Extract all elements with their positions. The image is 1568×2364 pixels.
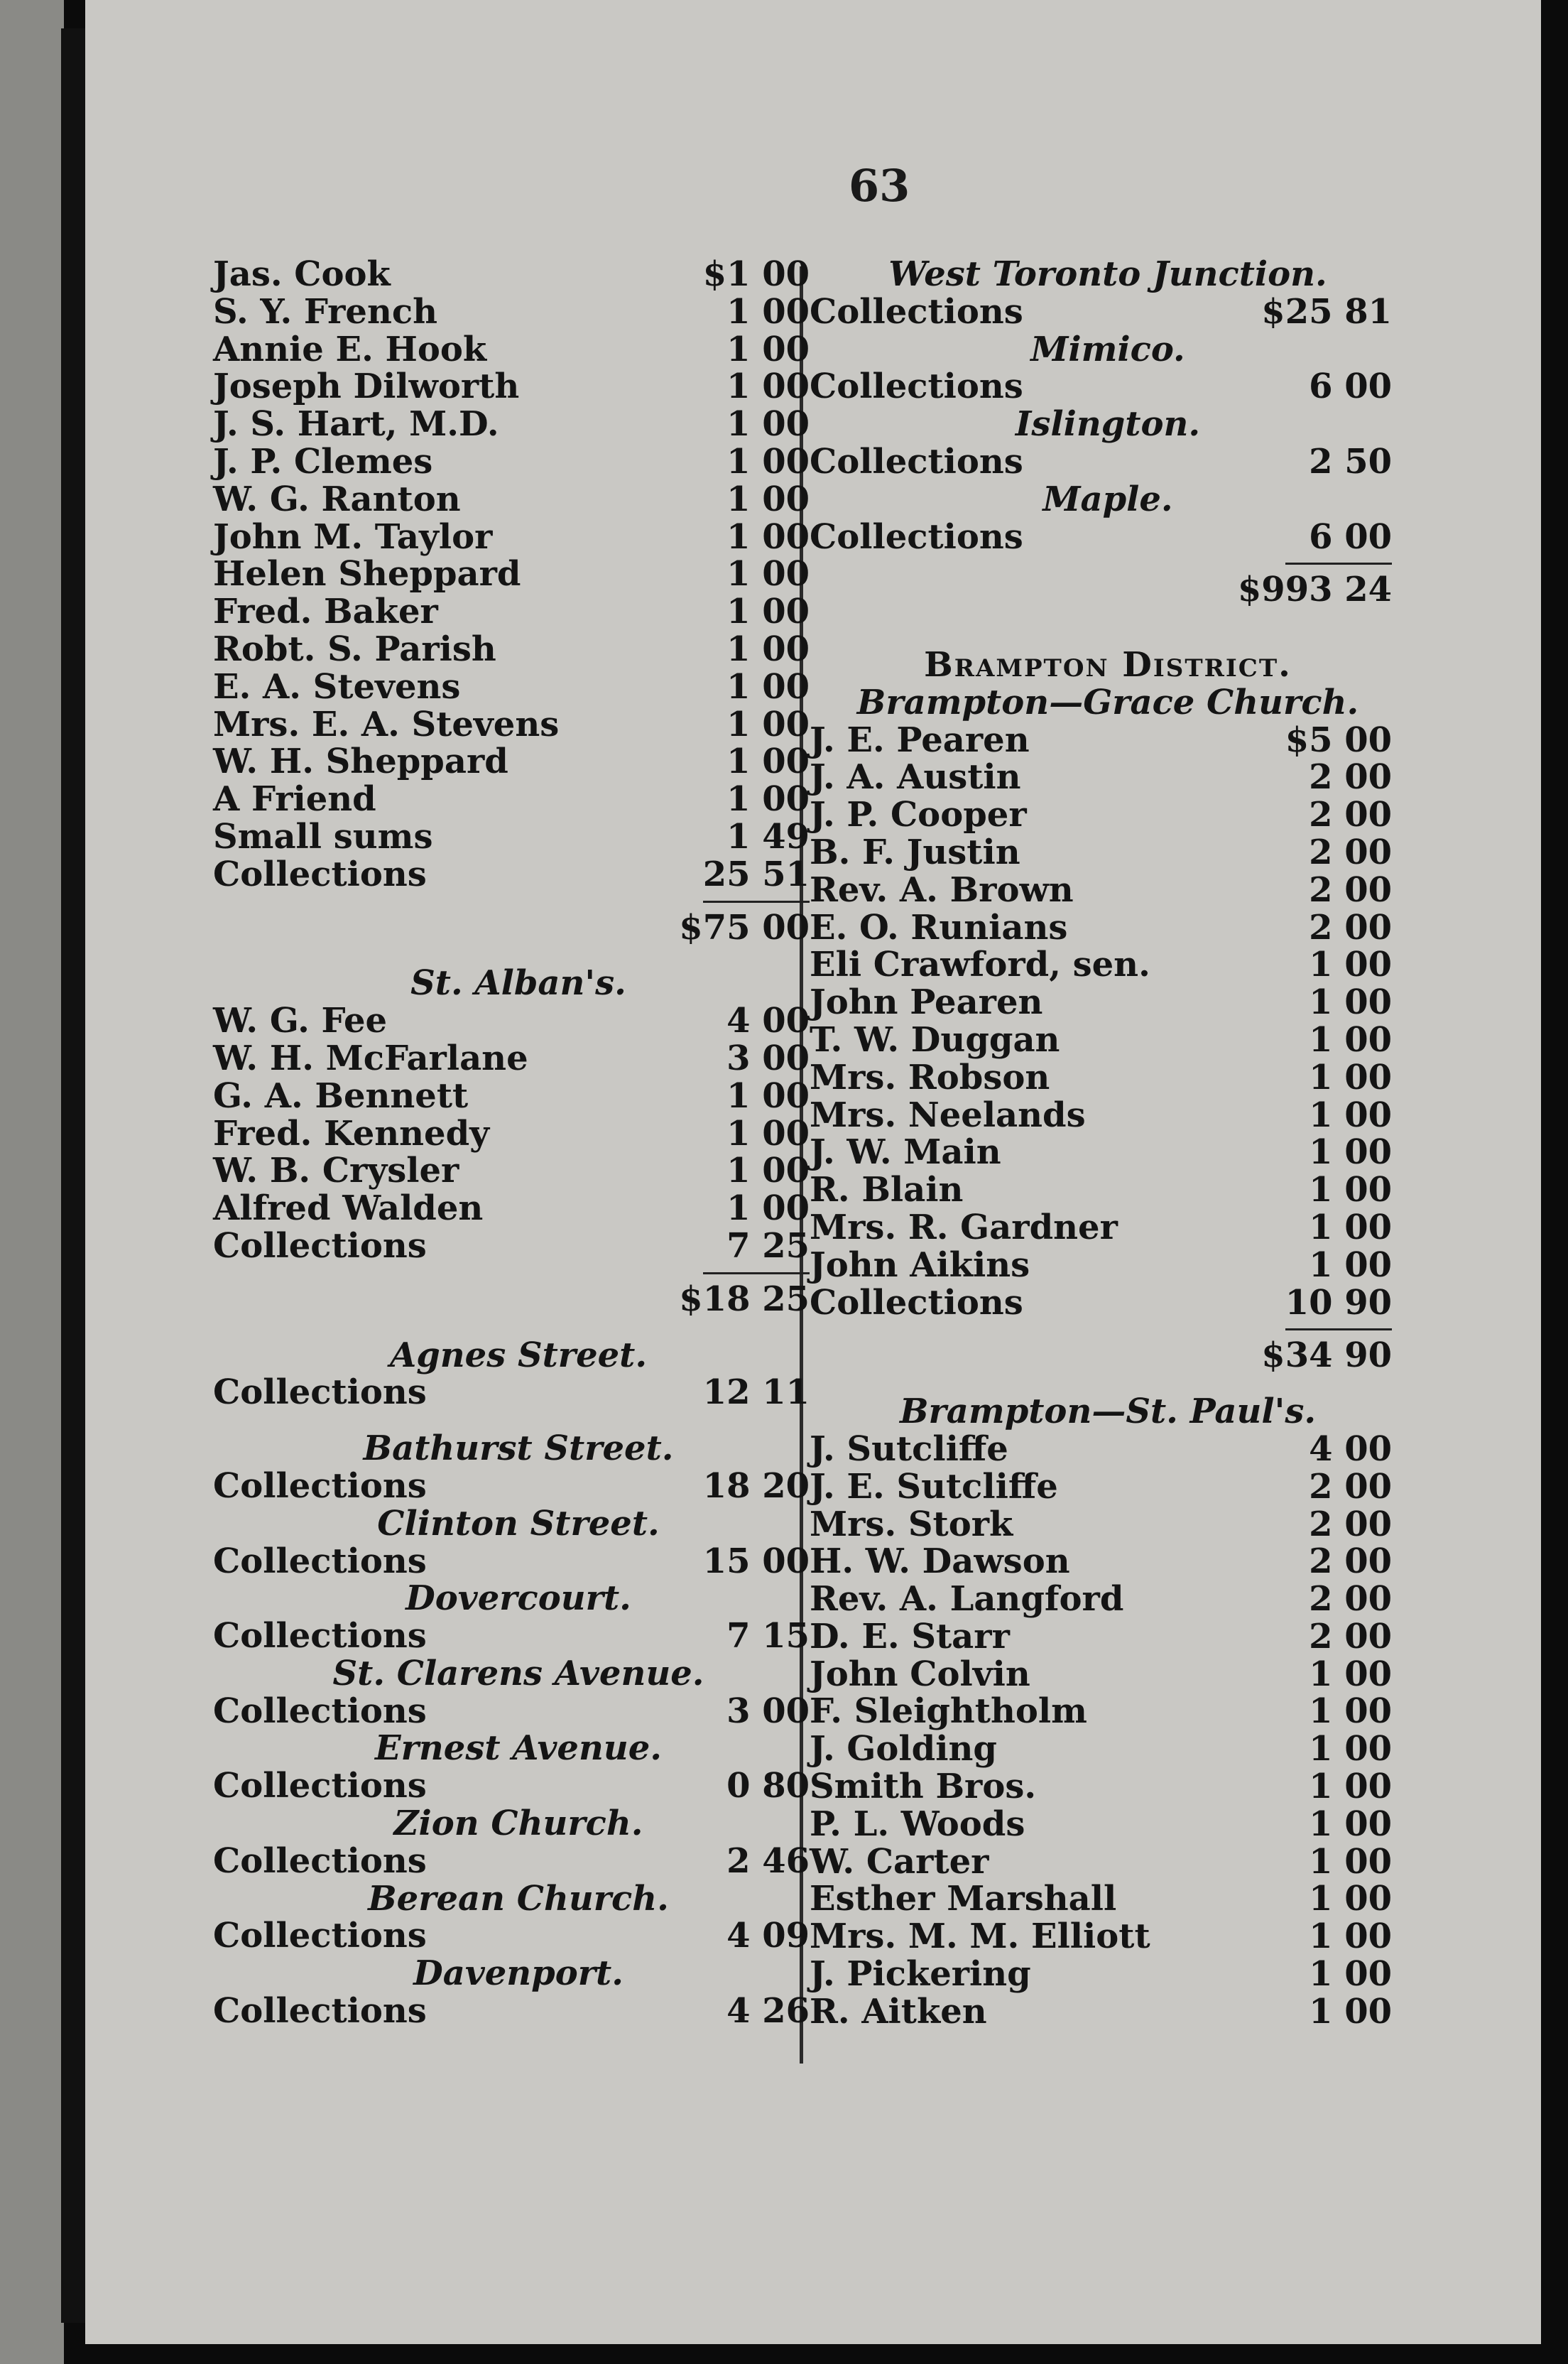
entry-name: W. H. McFarlane — [213, 1038, 528, 1078]
total-row — [810, 1337, 1406, 1375]
entry-name: Alfred Walden — [213, 1188, 484, 1229]
entry-name: Collections — [213, 1372, 427, 1413]
section-heading: Zion Church. — [393, 1804, 643, 1844]
entry-row — [213, 818, 824, 856]
entry-amount: 7 25 — [726, 1225, 810, 1266]
entry-name: F. Sleightholm — [810, 1691, 1087, 1732]
entry-name: Esther Marshall — [810, 1879, 1117, 1919]
entry-amount: 1 00 — [726, 779, 810, 820]
section-heading: Mimico. — [1030, 329, 1185, 369]
entry-amount: 1 00 — [726, 1075, 810, 1116]
entry-amount: $25 81 — [1261, 291, 1392, 332]
section-heading: St. Clarens Avenue. — [332, 1653, 704, 1693]
entry-row — [213, 856, 824, 894]
entry-row — [810, 443, 1406, 481]
entry-row — [810, 516, 1406, 557]
total-row — [810, 571, 1406, 609]
entry-amount: 1 00 — [1309, 1057, 1392, 1097]
entry-amount: 2 00 — [1309, 1579, 1392, 1620]
total-row — [213, 1281, 824, 1318]
entry-amount: 1 00 — [726, 592, 810, 632]
section-heading: Islington. — [1015, 404, 1201, 445]
entry-row — [213, 706, 824, 744]
entry-name: Collections — [810, 367, 1023, 407]
entry-name: J. Golding — [810, 1729, 997, 1769]
spacer — [810, 609, 1406, 646]
entry-row — [213, 1227, 824, 1265]
section-heading: Agnes Street. — [389, 1335, 648, 1375]
entry-name: Collections — [213, 1840, 427, 1881]
total-amount: $18 25 — [679, 1279, 810, 1319]
entry-amount: $5 00 — [1285, 720, 1392, 760]
section-heading: Bathurst Street. — [363, 1428, 674, 1469]
entry-row — [810, 1284, 1406, 1322]
entry-name: P. L. Woods — [810, 1804, 1025, 1844]
entry-name: John Aikins — [810, 1245, 1030, 1285]
entry-amount: 2 46 — [726, 1840, 810, 1881]
entry-row — [213, 1543, 824, 1580]
entry-amount: 1 00 — [1309, 1170, 1392, 1210]
entry-name: W. G. Fee — [213, 1001, 388, 1041]
entry-row — [810, 984, 1406, 1021]
entry-name: Fred. Baker — [213, 592, 438, 632]
entry-amount: 4 09 — [726, 1916, 810, 1956]
entry-name: Mrs. R. Gardner — [810, 1207, 1118, 1247]
entry-name: J. W. Main — [810, 1132, 1001, 1173]
spacer — [213, 1411, 824, 1430]
sum-rule — [213, 1265, 824, 1281]
entry-name: J. Sutcliffe — [810, 1428, 1008, 1469]
entry-amount: 12 11 — [702, 1372, 810, 1413]
entry-row — [810, 722, 1406, 759]
entry-name: J. A. Austin — [810, 757, 1021, 798]
entry-name: Collections — [213, 1465, 427, 1506]
total-amount: $993 24 — [1237, 570, 1392, 610]
entry-amount: 1 00 — [1309, 1729, 1392, 1769]
entry-name: Eli Crawford, sen. — [810, 945, 1150, 985]
entry-name: Collections — [213, 1225, 427, 1266]
section-heading: Berean Church. — [368, 1878, 669, 1919]
entry-name: Collections — [810, 291, 1023, 332]
entry-amount: 1 00 — [1309, 1991, 1392, 2032]
entry-amount: 1 00 — [1309, 1804, 1392, 1844]
entry-name: John M. Taylor — [213, 516, 493, 557]
entry-row — [810, 1171, 1406, 1209]
entry-row — [213, 1152, 824, 1190]
entry-row — [810, 1956, 1406, 1993]
entry-name: Collections — [213, 1916, 427, 1956]
entry-amount: 1 00 — [726, 629, 810, 669]
entry-amount: 1 00 — [1309, 945, 1392, 985]
book-spine — [0, 0, 64, 2364]
entry-row — [213, 331, 824, 369]
entry-name: J. E. Pearen — [810, 720, 1030, 760]
entry-row — [810, 869, 1406, 910]
entry-name: Mrs. Stork — [810, 1504, 1013, 1544]
entry-name: Rev. A. Langford — [810, 1579, 1124, 1620]
entry-amount: 4 26 — [726, 1991, 810, 2032]
entry-amount: 1 00 — [726, 1113, 810, 1154]
entry-name: S. Y. French — [213, 291, 437, 332]
entry-name: G. A. Bennett — [213, 1075, 469, 1116]
entry-name: R. Aitken — [810, 1991, 987, 2032]
entry-name: Collections — [213, 854, 427, 894]
total-amount: $75 00 — [679, 907, 810, 948]
right-column — [810, 256, 1406, 2031]
entry-name: Annie E. Hook — [213, 329, 487, 369]
sum-rule — [810, 555, 1406, 571]
entry-row — [810, 1730, 1406, 1768]
entry-name: Rev. A. Brown — [810, 869, 1074, 910]
entry-row — [810, 1247, 1406, 1284]
entry-row — [213, 1767, 824, 1805]
entry-row — [213, 743, 824, 781]
entry-row — [213, 1075, 824, 1116]
entry-row — [810, 1134, 1406, 1171]
entry-row — [810, 1880, 1406, 1918]
entry-name: Smith Bros. — [810, 1767, 1037, 1807]
section-heading: St. Alban's. — [410, 963, 626, 1004]
entry-amount: 3 00 — [726, 1038, 810, 1078]
entry-row — [213, 1693, 824, 1730]
entry-amount: 4 00 — [726, 1001, 810, 1041]
entry-name: Small sums — [213, 816, 433, 857]
entry-name: Collections — [213, 1616, 427, 1657]
entry-amount: 1 49 — [726, 816, 810, 857]
entry-row — [810, 293, 1406, 331]
entry-row — [213, 781, 824, 818]
entry-amount: 1 00 — [1309, 1019, 1392, 1060]
total-amount: $34 90 — [1261, 1335, 1392, 1376]
entry-row — [810, 1993, 1406, 2031]
entry-amount: 1 00 — [726, 329, 810, 369]
entry-row — [810, 1021, 1406, 1059]
entry-name: John Pearen — [810, 982, 1043, 1023]
entry-amount: 1 00 — [1309, 1841, 1392, 1882]
entry-row — [213, 668, 824, 706]
entry-amount: 2 00 — [1309, 1466, 1392, 1507]
section-heading: Clinton Street. — [377, 1503, 660, 1544]
entry-name: Mrs. M. M. Elliott — [810, 1916, 1150, 1957]
district-heading: Brampton District. — [924, 644, 1292, 685]
entry-row — [213, 555, 824, 593]
entry-row — [213, 481, 824, 519]
entry-name: R. Blain — [810, 1170, 964, 1210]
spacer — [810, 1375, 1406, 1393]
entry-row — [810, 1656, 1406, 1693]
entry-amount: 1 00 — [1309, 1654, 1392, 1694]
entry-amount: 1 00 — [1309, 982, 1392, 1023]
entry-amount: $1 00 — [702, 254, 810, 294]
sum-rule — [810, 1321, 1406, 1337]
entry-name: Collections — [810, 516, 1023, 557]
entry-amount: 1 00 — [1309, 1245, 1392, 1285]
entry-amount: 1 00 — [726, 742, 810, 782]
page-gutter-shadow — [61, 28, 85, 2323]
entry-name: Jas. Cook — [213, 254, 391, 294]
entry-amount: 1 00 — [1309, 1691, 1392, 1732]
entry-name: Collections — [213, 1691, 427, 1731]
entry-name: Collections — [213, 1991, 427, 2032]
entry-amount: 1 00 — [1309, 1767, 1392, 1807]
entry-amount: 1 00 — [1309, 1132, 1392, 1173]
entry-name: J. P. Cooper — [810, 795, 1027, 835]
entry-row — [213, 368, 824, 406]
entry-amount: 1 00 — [726, 291, 810, 332]
entry-amount: 2 00 — [1309, 795, 1392, 835]
entry-name: T. W. Duggan — [810, 1019, 1060, 1060]
entry-amount: 18 20 — [702, 1465, 810, 1506]
entry-amount: 1 00 — [726, 441, 810, 482]
entry-row — [213, 1374, 824, 1411]
entry-name: Mrs. Robson — [810, 1057, 1050, 1097]
entry-row — [810, 1428, 1406, 1469]
entry-name: John Colvin — [810, 1654, 1030, 1694]
entry-row — [810, 1693, 1406, 1730]
entry-name: E. O. Runians — [810, 907, 1068, 948]
entry-row — [810, 946, 1406, 984]
entry-row — [810, 368, 1406, 406]
entry-amount: 6 00 — [1309, 516, 1392, 557]
entry-amount: 25 51 — [702, 854, 810, 894]
entry-name: A Friend — [213, 779, 376, 820]
entry-amount: 3 00 — [726, 1691, 810, 1731]
entry-amount: 2 00 — [1309, 1616, 1392, 1657]
entry-row — [810, 1097, 1406, 1134]
entry-amount: 1 00 — [1309, 1954, 1392, 1995]
entry-name: W. G. Ranton — [213, 479, 461, 519]
entry-name: Helen Sheppard — [213, 554, 521, 595]
section-heading: West Toronto Junction. — [888, 254, 1327, 294]
entry-amount: 2 00 — [1309, 907, 1392, 948]
entry-name: Collections — [810, 441, 1023, 482]
section-heading: Brampton—St. Paul's. — [899, 1392, 1317, 1432]
entry-row — [810, 796, 1406, 834]
entry-row — [213, 1617, 824, 1655]
entry-row — [810, 834, 1406, 872]
entry-amount: 7 15 — [726, 1616, 810, 1657]
spacer — [213, 946, 824, 965]
entry-name: J. Pickering — [810, 1954, 1031, 1995]
entry-row — [810, 759, 1406, 796]
section-heading: Davenport. — [413, 1953, 624, 1994]
section-heading: Brampton—Grace Church. — [856, 682, 1359, 722]
entry-name: Mrs. E. A. Stevens — [213, 704, 560, 744]
entry-row — [810, 1918, 1406, 1956]
entry-row — [213, 1115, 824, 1153]
entry-amount: 1 00 — [1309, 1095, 1392, 1135]
entry-name: J. E. Sutcliffe — [810, 1466, 1058, 1507]
entry-name: Collections — [213, 1766, 427, 1806]
section-heading: Dovercourt. — [405, 1578, 631, 1619]
entry-amount: 0 80 — [726, 1766, 810, 1806]
entry-amount: 10 90 — [1285, 1282, 1392, 1323]
entry-row — [213, 516, 824, 557]
entry-amount: 6 00 — [1309, 367, 1392, 407]
entry-amount: 2 00 — [1309, 1541, 1392, 1582]
entry-row — [810, 1506, 1406, 1544]
entry-amount: 2 00 — [1309, 1504, 1392, 1544]
entry-name: W. B. Crysler — [213, 1151, 459, 1191]
entry-amount: 1 00 — [726, 516, 810, 557]
entry-name: Mrs. Neelands — [810, 1095, 1086, 1135]
entry-amount: 1 00 — [1309, 1207, 1392, 1247]
sum-rule — [213, 894, 824, 909]
entry-name: W. H. Sheppard — [213, 742, 508, 782]
entry-amount: 1 00 — [726, 704, 810, 744]
entry-row — [810, 1059, 1406, 1097]
entry-row — [213, 443, 824, 481]
entry-name: Fred. Kennedy — [213, 1113, 490, 1154]
entry-name: J. S. Hart, M.D. — [213, 404, 499, 445]
entry-row — [213, 1465, 824, 1506]
entry-amount: 1 00 — [1309, 1916, 1392, 1957]
entry-row — [213, 1917, 824, 1955]
section-heading: Ernest Avenue. — [375, 1728, 662, 1769]
entry-name: Collections — [213, 1541, 427, 1581]
entry-row — [810, 909, 1406, 947]
entry-amount: 2 50 — [1309, 441, 1392, 482]
entry-row — [810, 1618, 1406, 1656]
entry-row — [810, 1768, 1406, 1806]
entry-row — [810, 1209, 1406, 1247]
left-column — [213, 256, 824, 2030]
entry-name: H. W. Dawson — [810, 1541, 1070, 1582]
entry-amount: 1 00 — [726, 479, 810, 519]
entry-name: Collections — [810, 1282, 1023, 1323]
spacer — [213, 1318, 824, 1337]
section-heading: Maple. — [1042, 479, 1173, 519]
total-row — [213, 909, 824, 947]
entry-row — [810, 1806, 1406, 1843]
entry-amount: 1 00 — [726, 666, 810, 707]
entry-amount: 1 00 — [726, 367, 810, 407]
entry-amount: 1 00 — [726, 554, 810, 595]
entry-amount: 1 00 — [726, 404, 810, 445]
entry-row — [810, 1468, 1406, 1506]
entry-amount: 2 00 — [1309, 757, 1392, 798]
entry-row — [213, 1190, 824, 1227]
entry-amount: 1 00 — [726, 1151, 810, 1191]
entry-amount: 2 00 — [1309, 869, 1392, 910]
entry-amount: 1 00 — [726, 1188, 810, 1229]
entry-row — [810, 1843, 1406, 1881]
entry-row — [213, 256, 824, 293]
entry-row — [213, 406, 824, 443]
entry-amount: 4 00 — [1309, 1428, 1392, 1469]
page-number: 63 — [849, 160, 910, 212]
entry-name: W. Carter — [810, 1841, 989, 1882]
entry-name: B. F. Justin — [810, 832, 1020, 872]
entry-name: J. P. Clemes — [213, 441, 433, 482]
entry-row — [213, 1992, 824, 2030]
entry-name: Robt. S. Parish — [213, 629, 496, 669]
entry-row — [810, 1580, 1406, 1618]
entry-amount: 15 00 — [702, 1541, 810, 1581]
entry-row — [213, 1040, 824, 1078]
entry-row — [810, 1543, 1406, 1580]
entry-row — [213, 1002, 824, 1040]
entry-row — [213, 631, 824, 668]
entry-name: D. E. Starr — [810, 1616, 1010, 1657]
entry-amount: 2 00 — [1309, 832, 1392, 872]
entry-name: Joseph Dilworth — [213, 367, 520, 407]
entry-row — [213, 1840, 824, 1881]
entry-row — [213, 293, 824, 331]
entry-amount: 1 00 — [1309, 1879, 1392, 1919]
entry-row — [213, 593, 824, 631]
entry-name: E. A. Stevens — [213, 666, 461, 707]
